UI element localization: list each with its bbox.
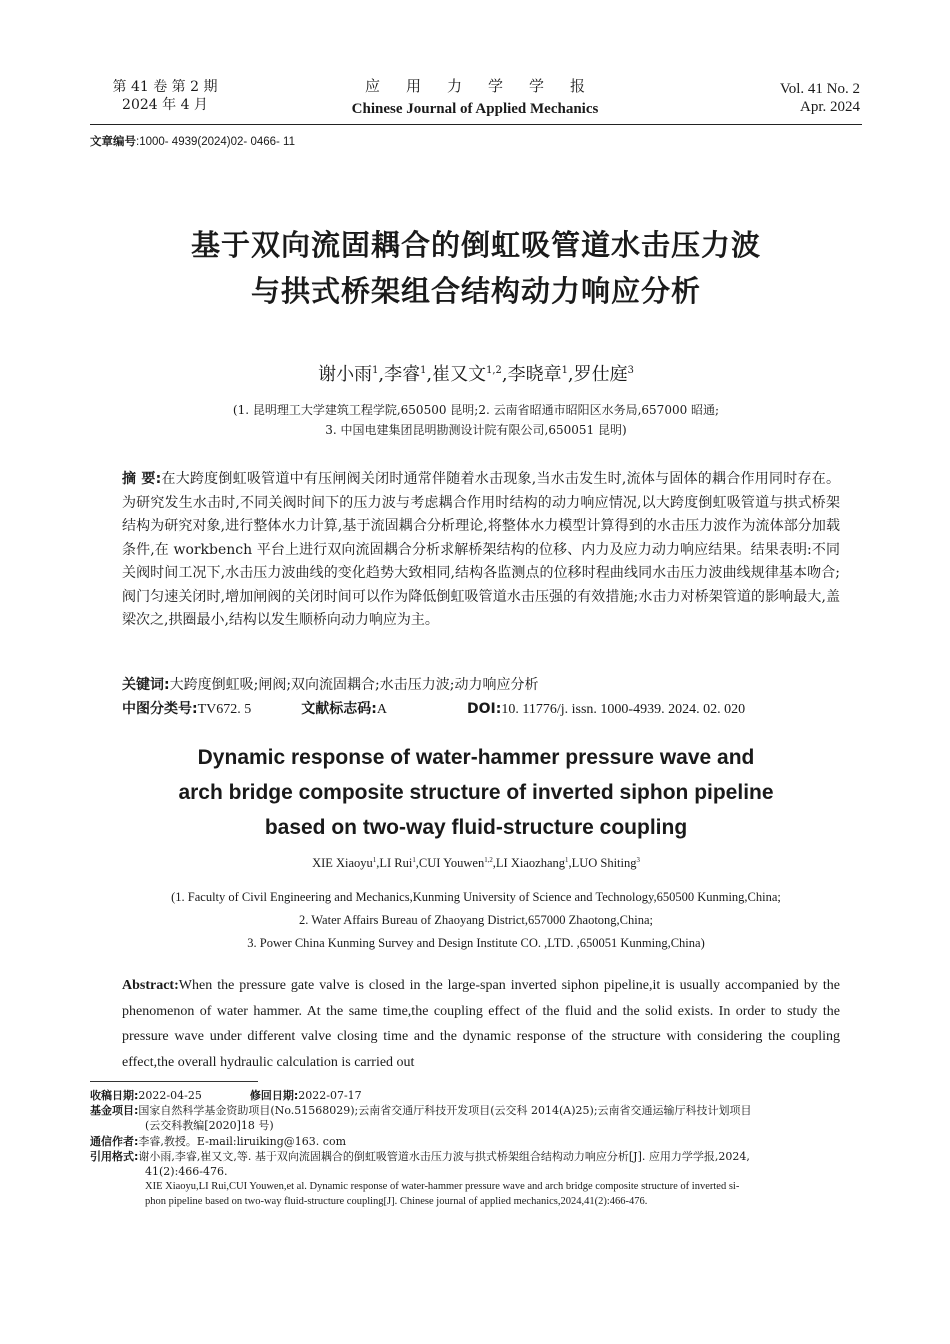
corresponding-text: 李睿,教授。E-mail:liruiking@163. com [138, 1134, 346, 1148]
keywords-cn-label: 关键词: [122, 677, 170, 693]
abstract-en-text: When the pressure gate valve is closed in the large-span inverted siphon pipeline,it is usually accompanied by the phenomenon of water hammer. At the same time,the coupling effect of the fluid and the solid exists. In order to study the pressure wave under different valve closing time and the dynamic response of the structure with considering the coupling effect,the overall hydraulic calculation is carried out [122, 978, 840, 1070]
clc-value: TV672. 5 [197, 702, 252, 717]
author-cn: 李睿 [384, 364, 421, 385]
doi-label: DOI: [467, 701, 502, 717]
author-cn: 罗仕庭 [573, 364, 628, 385]
header-divider [90, 124, 862, 125]
affiliation-en-line2: 2. Water Affairs Bureau of Zhaoyang District,657000 Zhaotong,China; [298, 913, 653, 927]
authors-en: XIE Xiaoyu$^1$,LI Rui$^1$,CUI Youwen$^{1,2}$,LI Xiaozhang$^1$,LUO Shiting$^3$ [312, 856, 640, 870]
title-en-line2: arch bridge composite structure of inverted siphon pipeline [178, 781, 774, 804]
author-sup: 3 [636, 856, 640, 864]
title-en-line1: Dynamic response of water-hammer pressure wave and [197, 746, 755, 769]
article-number-value: :1000- 4939(2024)02- 0466- 11 [136, 136, 295, 148]
clc-label: 中图分类号: [122, 701, 198, 717]
volume-issue-en: Vol. 41 No. 2 [779, 81, 860, 97]
affiliation-cn-line2: 3. 中国电建集团昆明勘测设计院有限公司,650051 昆明) [325, 423, 627, 437]
author-en: LI Xiaozhang [495, 856, 565, 870]
citation-label: 引用格式: [90, 1149, 139, 1163]
volume-issue-cn: 第 41 卷 第 2 期 [112, 79, 218, 95]
author-sup: 1 [565, 856, 569, 864]
fund-text: 国家自然科学基金资助项目(No.51568029);云南省交通厅科技开发项目(云交科 2014(A)25);云南省交通运输厅科技计划项目 [138, 1104, 752, 1118]
citation-cn-cont: 41(2):466-476. [145, 1165, 228, 1179]
affiliation-en-line3: 3. Power China Kunming Survey and Design Institute CO. ,LTD. ,650051 Kunming,China) [247, 936, 705, 950]
footnote-divider [90, 1081, 258, 1082]
author-sup: 3 [627, 365, 634, 376]
author-sup: 1,2 [484, 856, 493, 864]
doc-code-value: A [376, 702, 388, 717]
author-cn: 谢小雨 [318, 364, 373, 385]
affiliations-en [90, 886, 862, 955]
journal-name-en: Chinese Journal of Applied Mechanics [351, 101, 599, 117]
fund-row-cont: (云交科教编[2020]18 号) [145, 1119, 274, 1133]
title-en-line3: based on two-way fluid-structure coupling [264, 816, 688, 839]
abstract-en [122, 973, 840, 1075]
revised-date: 2022-07-17 [298, 1089, 362, 1102]
doc-code-label: 文献标志码: [301, 701, 377, 717]
abstract-cn [122, 468, 840, 633]
title-en [90, 740, 862, 845]
authors-cn: 谢小雨$^1$,李睿$^1$,崔又文$^{1,2}$,李晓章$^1$,罗仕庭$^3$ [318, 364, 634, 385]
author-sup: 1 [420, 365, 427, 376]
issue-info-cn [100, 78, 230, 114]
citation-cn: 谢小雨,李睿,崔又文,等. 基于双向流固耦合的倒虹吸管道水击压力波与拱式桥架组合结构动力响应分析[J]. 应用力学学报,2024, [138, 1149, 750, 1163]
corresponding-row [90, 1134, 862, 1149]
article-number-label: 文章编号 [90, 136, 136, 148]
author-en: XIE Xiaoyu [312, 856, 373, 870]
received-label: 收稿日期: [90, 1089, 139, 1102]
classification-line [122, 698, 840, 721]
citation-en-line1: XIE Xiaoyu,LI Rui,CUI Youwen,et al. Dynamic response of water-hammer pressure wave and arch bridge composite structure of inverted si- [145, 1181, 740, 1193]
author-en: LUO Shiting [571, 856, 637, 870]
abstract-cn-text: 在大跨度倒虹吸管道中有压闸阀关闭时通常伴随着水击现象,当水击发生时,流体与固体的耦合作用同时存在。为研究发生水击时,不同关阀时间下的压力波与考虑耦合作用时结构的动力响应情况,以大跨度倒虹吸管道与拱式桥架结构为研究对象,进行整体水力计算,基于流固耦合分析理论,将整体水力模型计算得到的水击压力波作为流体部分加载条件,在 workbench 平台上进行双向流固耦合分析求解桥架结构的位移、内力及应力动力响应结果。结果表明:不同关阀时间工况下,水击压力波曲线的变化趋势大致相同,结构各监测点的位移时程曲线同水击压力波曲线规律基本吻合;阀门匀速关闭时,增加闸阀的关闭时间可以作为降低倒虹吸管道水击压强的有效措施;水击力对桥架管道的影响最大,盖梁次之,拱圈最小,结构以发生顺桥向动力响应为主。 [122, 471, 840, 628]
date-en: Apr. 2024 [800, 99, 860, 115]
fund-row [90, 1103, 862, 1118]
author-en: CUI Youwen [418, 856, 485, 870]
title-cn-line1: 基于双向流固耦合的倒虹吸管道水击压力波 [190, 228, 761, 262]
journal-name-cn: 应用力学学报 [364, 77, 611, 95]
footnotes [90, 1088, 862, 1210]
author-sup: 1 [372, 856, 377, 864]
doi-value: 10. 11776/j. issn. 1000-4939. 2024. 02. 020 [501, 702, 746, 717]
revised-label: 修回日期: [249, 1089, 299, 1102]
citation-row [90, 1149, 862, 1164]
abstract-cn-label: 摘 要: [122, 471, 162, 487]
keywords-cn [122, 674, 840, 696]
article-number [90, 133, 295, 149]
author-sup: 1,2 [486, 365, 502, 376]
abstract-en-label: Abstract: [122, 978, 179, 993]
author-cn: 崔又文 [432, 364, 487, 385]
author-sup: 1 [372, 365, 379, 376]
title-cn [90, 222, 862, 314]
affiliation-cn-line1: (1. 昆明理工大学建筑工程学院,650500 昆明;2. 云南省昭通市昭阳区水务局,657000 昭通; [232, 403, 720, 417]
journal-name [300, 76, 650, 119]
author-sup: 1 [412, 856, 416, 864]
affiliations-cn [90, 400, 862, 440]
keywords-cn-text: 大跨度倒虹吸;闸阀;双向流固耦合;水击压力波;动力响应分析 [169, 677, 539, 693]
affiliation-en-line1: (1. Faculty of Civil Engineering and Mechanics,Kunming University of Science and Technology,650500 Kunming,China; [171, 890, 781, 904]
fund-label: 基金项目: [90, 1104, 139, 1118]
corresponding-label: 通信作者: [90, 1134, 139, 1148]
author-sup: 1 [561, 365, 568, 376]
author-en: LI Rui [379, 856, 413, 870]
issue-info-en [730, 80, 860, 116]
author-cn: 李晓章 [507, 364, 562, 385]
dates-row [90, 1088, 862, 1103]
citation-en-line2: phon pipeline based on two-way fluid-structure coupling[J]. Chinese journal of applied mechanics,2024,41(2):466-476. [145, 1196, 648, 1208]
title-cn-line2: 与拱式桥架组合结构动力响应分析 [250, 274, 701, 308]
received-date: 2022-04-25 [138, 1089, 202, 1102]
date-cn: 2024 年 4 月 [122, 97, 208, 113]
